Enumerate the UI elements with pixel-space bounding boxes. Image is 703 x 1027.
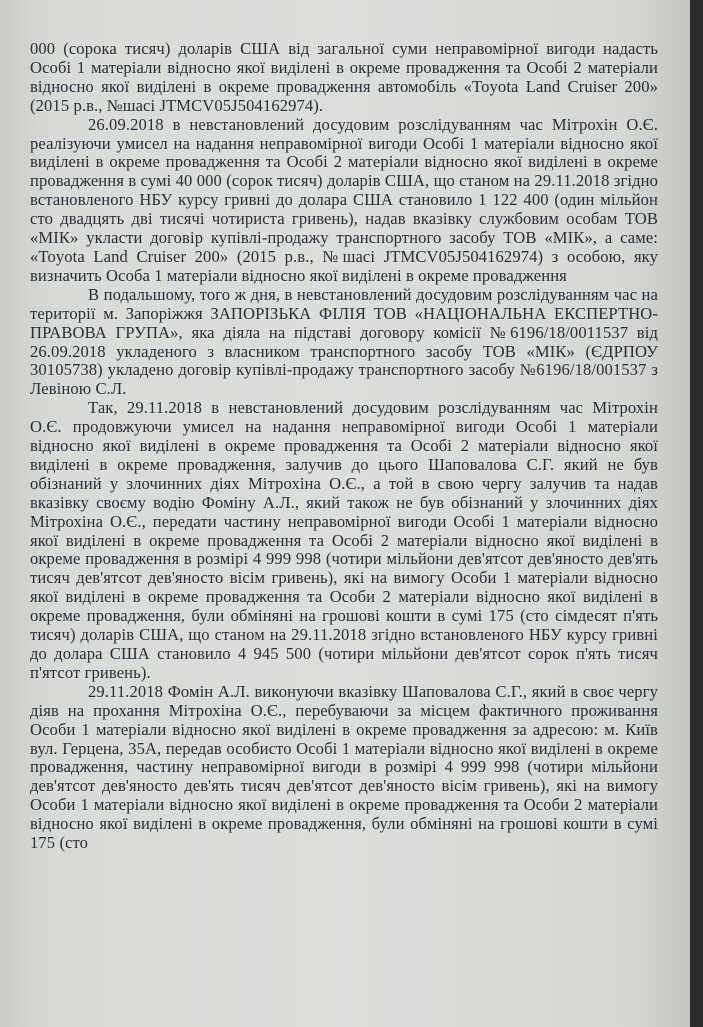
paragraph-3: В подальшому, того ж дня, в невстановлений досудовим розслідуванням час на території м. Запоріжжя ЗАПОРІЗЬКА ФІЛІЯ ТОВ «НАЦІОНАЛЬНА ЕКСПЕРТНО-ПРАВОВА ГРУПА», яка діяла на підставі договору комісії №6196/18/0011537 від 26.09.2018 укладеного з власником транспортного засобу ТОВ «МІК» (ЄДРПОУ 30105738) укладено договір купівлі-продажу транспортного засобу №6196/18/001537 з Левіною С.Л. [30, 284, 658, 399]
paragraph-4: Так, 29.11.2018 в невстановлений досудовим розслідуванням час Мітрохін О.Є. продовжуючи умисел на надання неправомірної вигоди Особі 1 матеріали відносно якої виділені в окреме провадження та Особі 2 матеріали відносно якої виділені в окреме провадження, залучив до цього Шаповалова С.Г. який не був обізнаний у злочинних діях Мітрохіна О.Є., а той в свою чергу залучив та надав вказівку своєму водію Фоміну А.Л., який також не був обізнаний у злочинних діях Мітрохіна О.Є., передати частину неправомірної вигоди Особі 1 матеріали відносно якої виділені в окреме провадження та Особі 2 матеріали відносно якої виділені в окреме провадження в розмірі 4 999 998 (чотири мільйони дев'ятсот дев'яносто дев'ять тисяч дев'ятсот дев'яносто вісім гривень), які на вимогу Особи 1 матеріали відносно якої виділені в окреме провадження та Особи 2 матеріали відносно якої виділені в окреме провадження, були обміняні на грошові кошти в сумі 175 (сто сімдесят п'ять тисяч) доларів США, що станом на 29.11.2018 згідно встановленого НБУ курсу гривні до долара США становило 4 945 500 (чотири мільйони дев'ятсот сорок п'ять тисяч п'ятсот гривень). [30, 398, 658, 682]
paragraph-1: 000 (сорока тисяч) доларів США від загальної суми неправомірної вигоди надасть Особі 1 матеріали відносно якої виділені в окреме провадження та Особі 2 матеріали відносно якої виділені в окреме провадження автомобіль «Toyota Land Cruiser 200» (2015 р.в., №шасі JTMCV05J504162974). [30, 39, 658, 115]
paragraph-2: 26.09.2018 в невстановлений досудовим розслідуванням час Мітрохін О.Є. реалізуючи умисел на надання неправомірної вигоди Особі 1 матеріали відносно якої виділені в окреме провадження та Особі 2 матеріали відносно якої виділені в окреме провадження в сумі 40 000 (сорок тисяч) доларів США, що станом на 29.11.2018 згідно встановленого НБУ курсу гривні до долара США становило 1 122 400 (один мільйон сто двадцять дві тисячі чотириста гривень), надав вказівку службовим особам ТОВ «МІК» укласти договір купівлі-продажу транспортного засобу ТОВ «МІК», а саме: «Toyota Land Cruiser 200» (2015 р.в., №шасі JTMCV05J504162974) з особою, яку визначить Особа 1 матеріали відносно якої виділені в окреме провадження [30, 114, 658, 285]
document-body [30, 40, 658, 853]
paragraph-5: 29.11.2018 Фомін А.Л. виконуючи вказівку Шаповалова С.Г., який в своє чергу діяв на прохання Мітрохіна О.Є., перебуваючи за місцем фактичного проживання Особи 1 матеріали відносно якої виділені в окреме провадження за адресою: м. Київ вул. Герцена, 35А, передав особисто Особі 1 матеріали відносно якої виділені в окреме провадження, частину неправомірної вигоди в розмірі 4 999 998 (чотири мільйони дев'ятсот дев'яносто дев'ять тисяч дев'ятсот дев'яносто вісім гривень), які на вимогу Особи 1 матеріали відносно якої виділені в окреме провадження та Особи 2 матеріали відносно якої виділені в окреме провадження, були обміняні на грошові кошти в сумі 175 (сто [30, 681, 658, 853]
